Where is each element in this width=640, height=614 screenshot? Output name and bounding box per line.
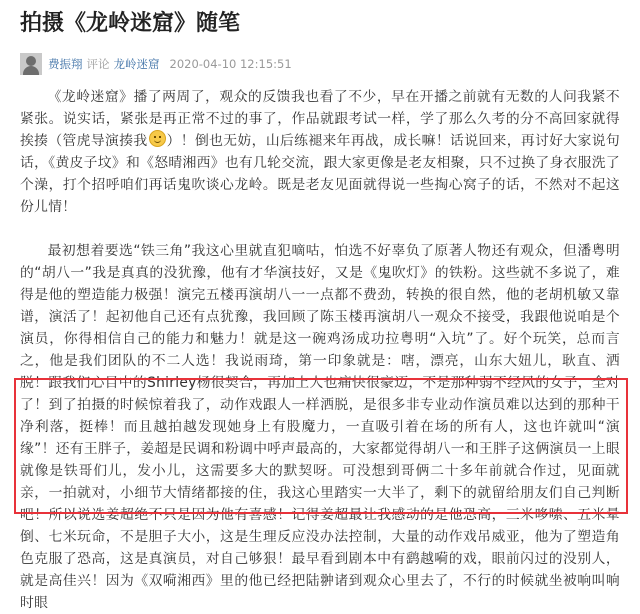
author-avatar[interactable] bbox=[20, 53, 42, 75]
article-body bbox=[20, 86, 620, 614]
smile-emoji-icon bbox=[149, 130, 166, 147]
comment-label: 评论 bbox=[86, 57, 110, 71]
paragraph-1-part-2: ）！倒也无妨，山后练褪来年再战，成长嘛！话说回来，再讨好大家说句话，《黄皮子坟》和《怒晴湘西》也有几轮交流，跟大家更像是老友相聚，只不过换了身衣服洗了个澡，打个招呼咱们再话鬼吹谈心龙岭。既是老友见面就得说一些掏心窝子的话，不然对不起这份儿情！ bbox=[20, 133, 620, 215]
paragraph-1-part-1: 《龙岭迷窟》播了两周了，观众的反馈我也看了不少，早在开播之前就有无数的人问我紧不紧张。说实话，紧张是再正常不过的事了，作品就跟考试一样，学了那么久考的分不高回家就得挨揍（管虎导演揍我 bbox=[20, 89, 620, 149]
article-meta bbox=[20, 53, 292, 75]
publish-date: 2020-04-10 12:15:51 bbox=[169, 57, 292, 71]
paragraph-2: 最初想着要选“铁三角”我这心里就直犯嘀咕，怕选不好辜负了原著人物还有观众，但潘粤明的“胡八一”我是真真的没犹豫，他有才华演技好，又是《鬼吹灯》的铁粉。这些就不多说了，难得是他的塑造能力极强！演完五楼再演胡八一一点都不费劲，转换的很自然，他的老胡机敏又靠谱，演活了！起初他自己还有点犹豫，我回顾了陈玉楼再演胡八一观众不接受，我跟他说咱是个演员，你得相信自己的能力和魅力！就是这一碗鸡汤成功拉粤明“入坑”了。好个玩笑，总而言之，他是我们团队的不二人选！我说雨琦，第一印象就是：嗐，漂亮，山东大妞儿，耿直、洒脱！跟我们心目中的Shirley杨很契合，再加上人也痛快很豪迈，不是那种弱不经风的女子，全对了！到了拍摄的时候惊着我了，动作戏跟人一样洒脱，是很多非专业动作演员难以达到的那种干净利落，挺棒！而且越拍越发现她身上有股魔力，一直吸引着在场的所有人，这也许就叫“演缘”！还有王胖子，姜超是民调和粉调中呼声最高的，大家都觉得胡八一和王胖子这俩演员一上眼就像是铁哥们儿，发小儿，这需要多大的默契呀。可没想到哥俩二十多年前就合作过，见面就亲，一拍就对，小细节大情绪都接的住，我这心里踏实一大半了，剩下的就留给朋友们自己判断吧！所以说选姜超绝不只是因为他有喜感！记得姜超最让我感动的是他恐高，三米哆嗦、五米晕倒、七米玩命，不是胆子大小，这是生理反应没办法控制，大量的动作戏吊威亚，他为了塑造角色克服了恐高，这是真演员，对自己够狠！最早看到剧本中有鹞越嗬的戏，眼前闪过的没别人，就是高佳兴！因为《双嗬湘西》里的他已经把陆翀诸到观众心里去了，不行的时候就坐被响叫响时眼 bbox=[20, 243, 620, 611]
author-link[interactable]: 费振翔 bbox=[48, 57, 83, 71]
article-title: 拍摄《龙岭迷窟》随笔 bbox=[20, 11, 241, 36]
paragraph-1 bbox=[20, 86, 620, 218]
subject-link[interactable]: 龙岭迷窟 bbox=[113, 57, 160, 71]
